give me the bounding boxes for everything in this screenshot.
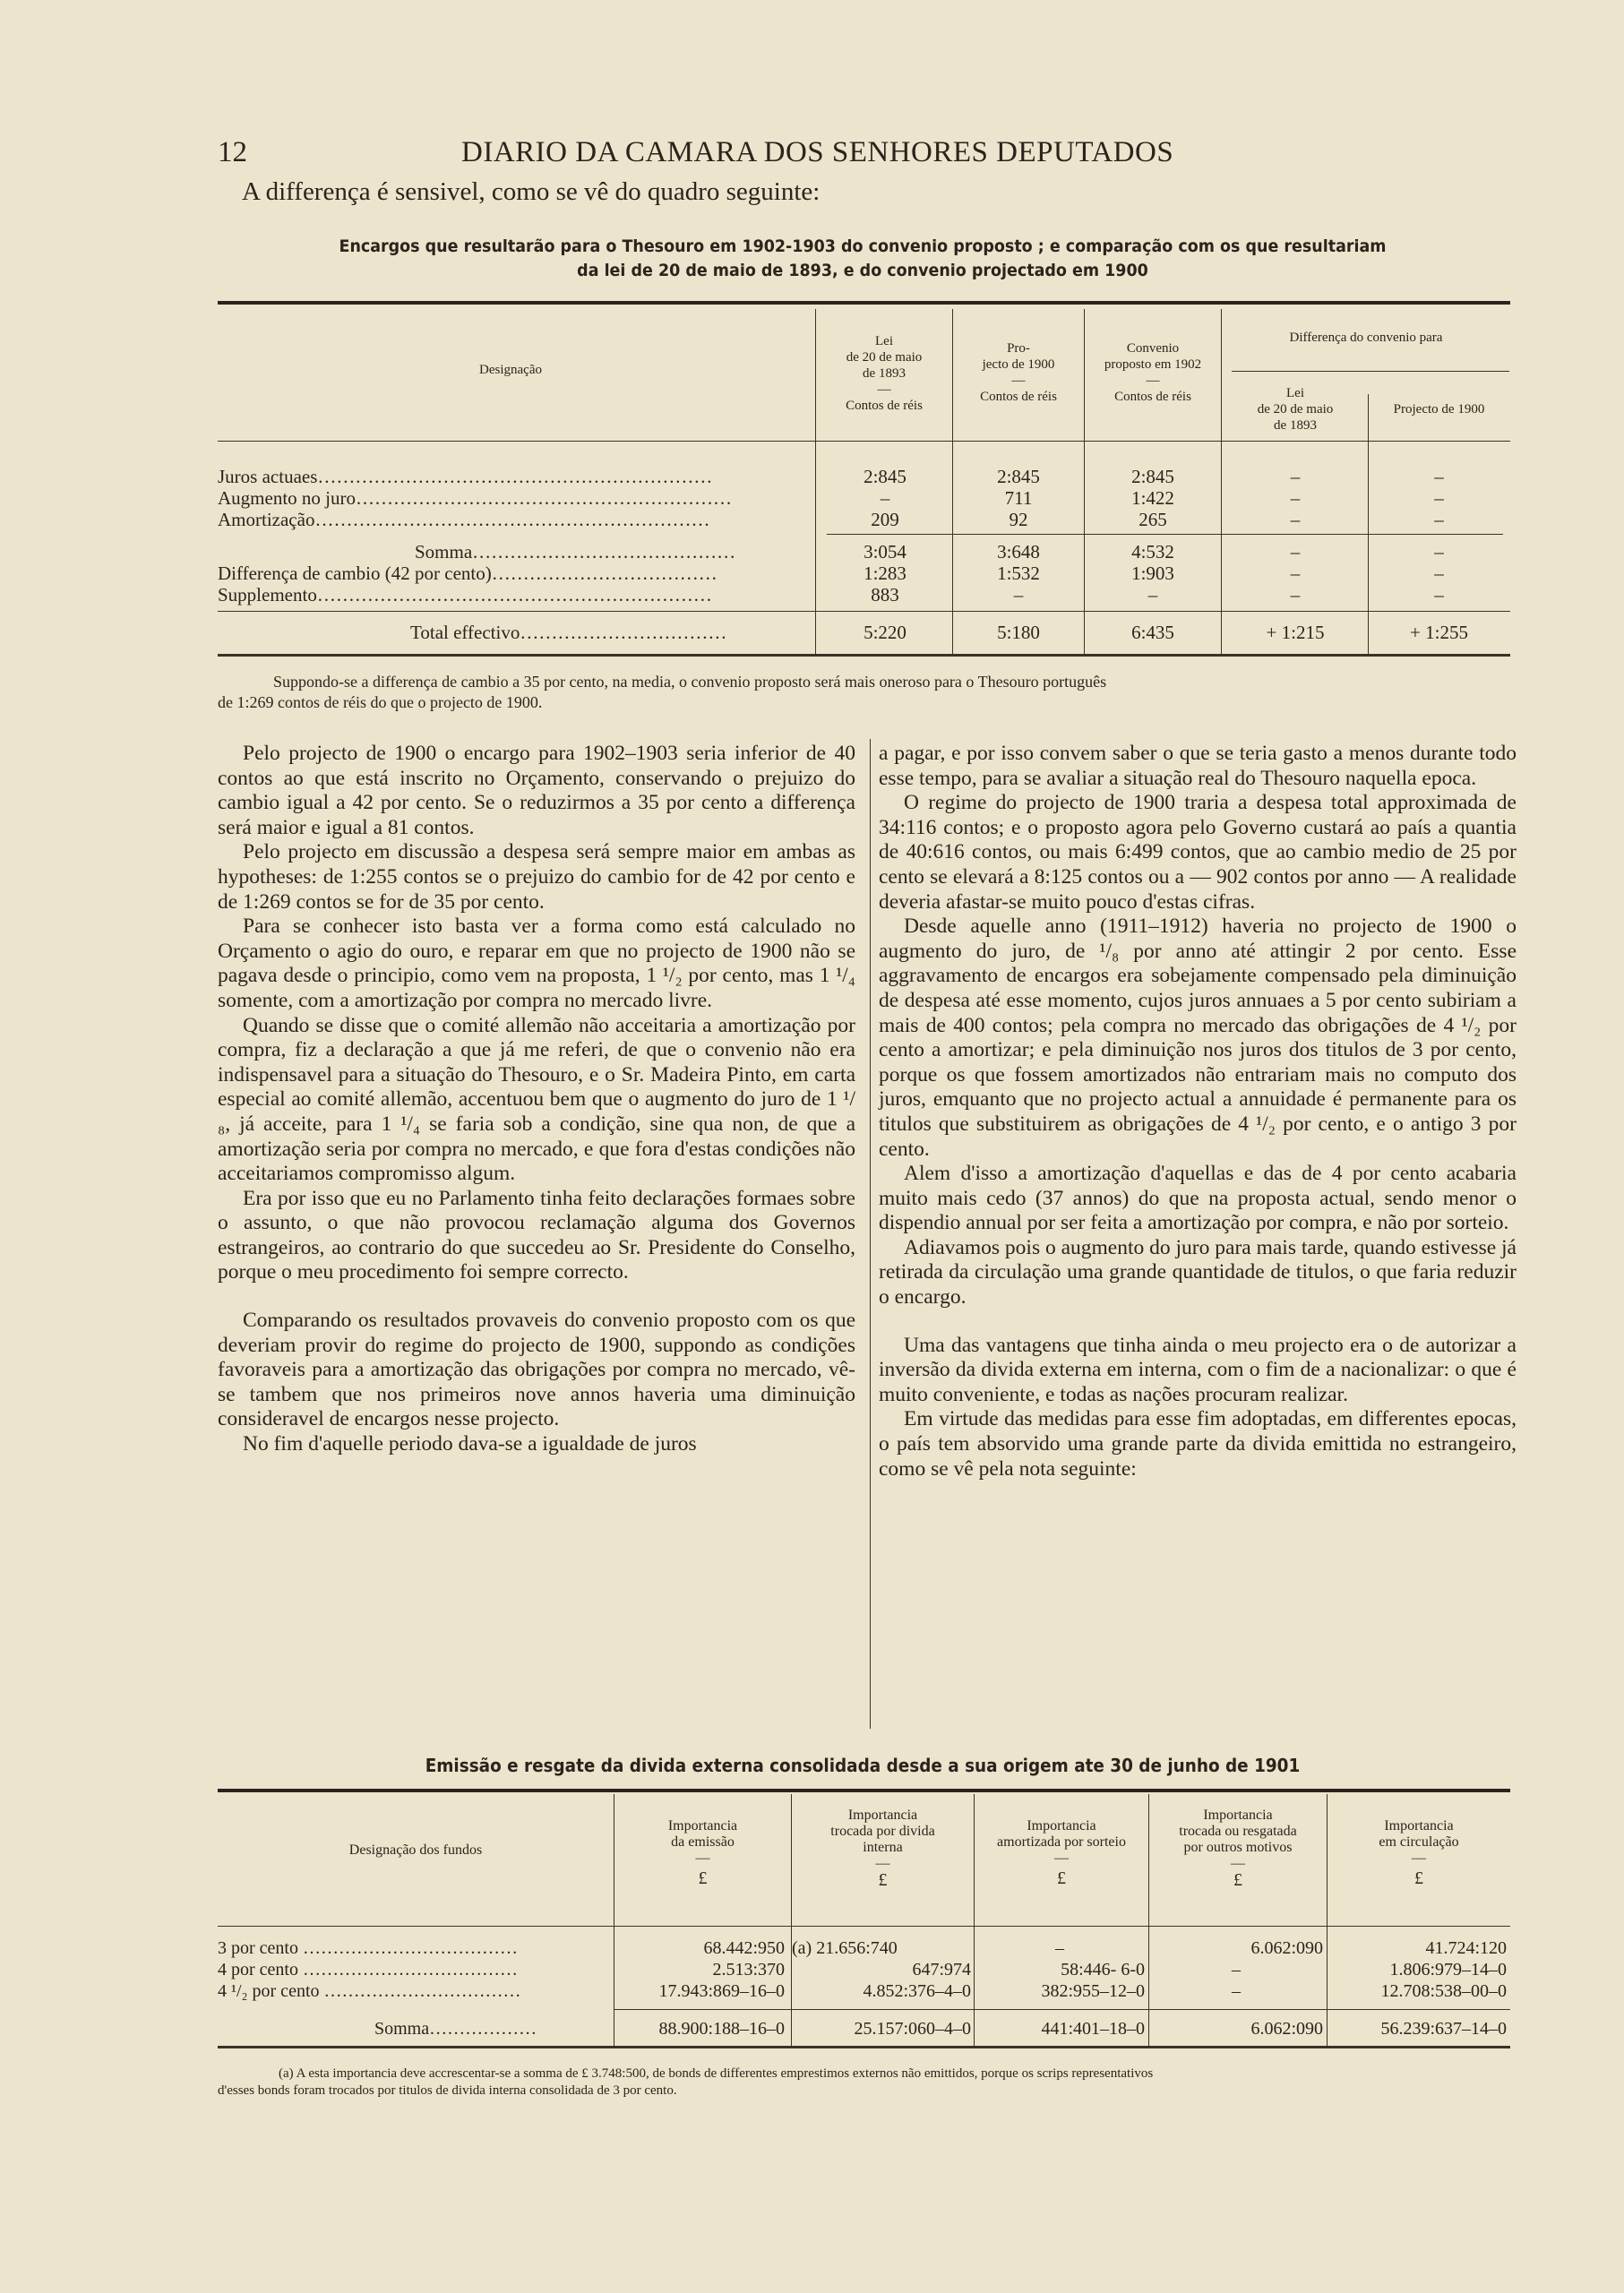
table-cell: 711 <box>1004 487 1033 509</box>
table-2-header-trocada: Importancia trocada por divida interna — £ <box>830 1808 935 1890</box>
table-cell: 1:283 <box>864 563 907 584</box>
table-cell: 58:446- 6-0 <box>1061 1960 1145 1980</box>
paragraph: Era por isso que eu no Parlamento tinha feito declarações formaes sobre o assunto, o que não provocou reclamação alguma dos Governos estrangeiros, ao contrario do que succedeu ao Sr. Presidente do Conselho, porque o meu procedimento foi sempre correcto. <box>218 1186 855 1284</box>
table-cell: 647:974 <box>912 1960 971 1980</box>
table-row-label: Juros actuaes……………………………………………………… <box>218 466 713 487</box>
page-number: 12 <box>218 136 247 168</box>
table-row-label: Supplemento……………………………………………………… <box>218 584 712 605</box>
table-cell: 5:220 <box>864 622 907 643</box>
table-cell: 2.513:370 <box>712 1960 785 1980</box>
table-cell: 6.062:090 <box>1250 2019 1323 2039</box>
table-cell: 265 <box>1139 509 1167 530</box>
table-cell: – <box>880 487 890 509</box>
table-cell: – <box>1232 1960 1241 1980</box>
table-row-label: Augmento no juro…………………………………………………… <box>218 487 732 509</box>
table-cell: 1:903 <box>1131 563 1174 584</box>
table-row-label: Somma…………………………………… <box>415 541 736 563</box>
table-cell: 883 <box>871 584 899 605</box>
table-cell: 6:435 <box>1131 622 1174 643</box>
table-cell: 1:532 <box>997 563 1040 584</box>
table-2-bottom-rule <box>218 2046 1510 2048</box>
table-cell: 68.442:950 <box>703 1938 785 1958</box>
table-row-label: Somma……………… <box>374 2019 537 2039</box>
table-cell: – <box>1290 563 1301 584</box>
table-cell: 92 <box>1009 509 1028 530</box>
table-row-label: 4 por cento ……………………………… <box>218 1960 518 1980</box>
table-cell: – <box>1434 487 1444 509</box>
table-cell: – <box>1290 509 1301 530</box>
table-cell: 1:422 <box>1131 487 1174 509</box>
right-column <box>870 742 1517 1481</box>
paragraph: Pelo projecto de 1900 o encargo para 1902–1903 seria inferior de 40 contos ao que está inscrito no Orçamento, conservando o prejuizo do cambio igual a 42 por cento. Se o reduzirmos a 35 por cento a differença será maior e igual a 81 contos. <box>218 742 855 839</box>
table-cell: 12.708:538–00–0 <box>1380 1981 1507 2001</box>
table-2-top-rule <box>218 1789 1510 1792</box>
table-2-header-sorteio: Importancia amortizada por sorteio — £ <box>997 1818 1126 1888</box>
table-2-body <box>218 1937 1510 2045</box>
table-cell: + 1:255 <box>1410 622 1468 643</box>
table-2-header-outros: Importancia trocada ou resgatada por outros motivos — £ <box>1179 1808 1297 1890</box>
table-cell: – <box>1147 584 1158 605</box>
table-1-top-rule <box>218 301 1510 305</box>
table-cell: – <box>1434 563 1444 584</box>
left-column <box>218 742 855 1457</box>
table-2-header-designacao: Designação dos fundos <box>348 1842 483 1858</box>
table-2-header-circulacao: Importancia em circulação — £ <box>1379 1818 1459 1888</box>
intro-sentence: A differença é sensivel, como se vê do quadro seguinte: <box>242 177 821 206</box>
table-row-label: 3 por cento ……………………………… <box>218 1938 518 1958</box>
paragraph: Adiavamos pois o augmento do juro para mais tarde, quando estivesse já retirada da circulação uma grande quantidade de titulos, o que faria reduzir o encargo. <box>879 1235 1517 1310</box>
table-row-label: Differença de cambio (42 por cento)……………………………… <box>218 563 717 584</box>
table-1-header-projecto: Pro- jecto de 1900 — Contos de réis <box>980 341 1057 404</box>
table-cell: – <box>1055 1938 1064 1958</box>
table-cell: 2:845 <box>997 466 1040 487</box>
table-cell: 3:648 <box>997 541 1040 563</box>
table-cell: – <box>1290 466 1301 487</box>
table-cell: (a) 21.656:740 <box>792 1938 898 1958</box>
paragraph: Uma das vantagens que tinha ainda o meu projecto era o de autorizar a inversão da divida externa em interna, com o fim de a nacionalizar: o que é muito conveniente, e todas as nações procuram realizar. <box>879 1333 1517 1406</box>
table-2-caption: Emissão e resgate da divida externa consolidada desde a sua origem ate 30 de junho de 1901 <box>425 1755 1301 1776</box>
table-cell: 2:845 <box>864 466 907 487</box>
table-1-body <box>218 466 1510 663</box>
table-cell: 4:532 <box>1131 541 1174 563</box>
table-2-header-rule <box>218 1926 1510 1927</box>
table-cell: 2:845 <box>1131 466 1174 487</box>
table-cell: 6.062:090 <box>1250 1938 1323 1958</box>
table-cell: – <box>1434 584 1444 605</box>
table-cell: 4.852:376–4–0 <box>863 1981 971 2001</box>
table-cell: – <box>1290 487 1301 509</box>
table-1-header-lei: Lei de 20 de maio de 1893 — Contos de réis <box>846 334 923 413</box>
paragraph: O regime do projecto de 1900 traria a despesa total approximada de 34:116 contos; e o proposto agora pelo Governo custará ao país a quantia de 40:616 contos, ou mais 6:499 contos, que ao cambio medio de 25 por cento se elevará a 8:125 contos ou a — 902 contos por anno — A realidade deveria afastar-se muito pouco d'estas cifras. <box>879 791 1517 914</box>
table-cell: – <box>1434 509 1444 530</box>
paragraph: Comparando os resultados provaveis do convenio proposto com os que deveriam provir do regime do projecto de 1900, suppondo as condições favoraveis para a amortização das obrigações por compra no mercado, vê-se tambem que nos primeiros nove annos haveria uma diminuição consideravel de encargos nesse projecto. <box>218 1309 855 1431</box>
table-2-footnote: (a) A esta importancia deve accrescentar-se a somma de £ 3.748:500, de bonds de differentes emprestimos externos não emittidos, porque os scrips representativos d'esses bonds foram trocados por titulos de divida interna consolidada de 3 por cento. <box>218 2066 1154 2098</box>
table-1-diff-rule <box>1232 371 1509 372</box>
table-cell: – <box>1232 1981 1241 2001</box>
table-cell: 17.943:869–16–0 <box>658 1981 785 2001</box>
page-title: DIARIO DA CAMARA DOS SENHORES DEPUTADOS <box>461 136 1174 168</box>
table-cell: 209 <box>871 509 899 530</box>
table-1-sum-rule <box>827 534 1503 535</box>
table-cell: + 1:215 <box>1266 622 1325 643</box>
table-cell: 5:180 <box>997 622 1040 643</box>
table-row-label: Total effectivo…………………………… <box>410 622 727 643</box>
table-cell: 56.239:637–14–0 <box>1380 2019 1507 2039</box>
table-1-total-rule <box>218 611 1510 612</box>
paragraph: Em virtude das medidas para esse fim adoptadas, em differentes epocas, o país tem absorvido uma grande parte da divida emittida no estrangeiro, como se vê pela nota seguinte: <box>879 1407 1517 1481</box>
table-cell: – <box>1290 584 1301 605</box>
table-cell: 3:054 <box>864 541 907 563</box>
table-row-label: Amortização……………………………………………………… <box>218 509 710 530</box>
table-1-caption-line-2: da lei de 20 de maio de 1893, e do convenio projectado em 1900 <box>577 261 1148 280</box>
table-cell: – <box>1013 584 1024 605</box>
table-cell: 25.157:060–4–0 <box>854 2019 971 2039</box>
table-cell: 382:955–12–0 <box>1041 1981 1145 2001</box>
paragraph: No fim d'aquelle periodo dava-se a igualdade de juros <box>243 1432 697 1456</box>
table-1-header-convenio: Convenio proposto em 1902 — Contos de réis <box>1104 341 1202 404</box>
table-cell: 441:401–18–0 <box>1041 2019 1145 2039</box>
paragraph: Para se conhecer isto basta ver a forma como está calculado no Orçamento o agio do ouro, e reparar em que no projecto de 1900 não se pagava desde o principio, como vem na proposta, 1 ¹/₂ por cento, mas 1 ¹/₄ somente, com a amortização por compra no mercado livre. <box>218 915 855 1012</box>
table-2-header-emissao: Importancia da emissão — £ <box>667 1818 738 1888</box>
paragraph: Quando se disse que o comité allemão não acceitaria a amortização por compra, fiz a declaração a que já me referi, de que o convenio não era indispensavel para a situação do Thesouro, e o Sr. Madeira Pinto, em carta especial ao comité allemão, accentuou bem que o augmento do juro de 1 ¹/₈, já acceite, para 1 ¹/₄ se faria sob a condição, sine qua non, de que a amortização seria por compra no mercado, e que fora d'estas condições não acceitariamos compromisso algum. <box>218 1013 855 1186</box>
table-1-header-rule <box>218 441 1510 442</box>
table-cell: – <box>1434 466 1444 487</box>
table-cell: – <box>1290 541 1301 563</box>
table-cell: 41.724:120 <box>1425 1938 1507 1958</box>
table-cell: 88.900:188–16–0 <box>658 2019 785 2039</box>
paragraph: a pagar, e por isso convem saber o que se teria gasto a menos durante todo esse tempo, para se avaliar a situação real do Thesouro naquella epoca. <box>879 742 1517 790</box>
table-1-header-diff-projecto: Projecto de 1900 <box>1393 402 1485 417</box>
table-1-header-designacao: Designação <box>479 363 542 377</box>
table-1-header-diff-lei: Lei de 20 de maio de 1893 <box>1257 386 1334 433</box>
table-row-label: 4 ¹/₂ por cento …………………………… <box>218 1981 521 2001</box>
table-cell: 1.806:979–14–0 <box>1389 1960 1507 1980</box>
table-2-sum-rule <box>614 2009 1510 2010</box>
paragraph: Desde aquelle anno (1911–1912) haveria no projecto de 1900 o augmento do juro, de ¹/₈ por anno até attingir 2 por cento. Esse aggravamento de encargos era sobejamente compensado pela diminuição de despesa até esse momento, cujos juros annuaes a 5 por cento subiriam a mais de 400 contos; pela compra no mercado das obrigações de 4 ¹/₂ por cento a amortizar; e pela diminuição nos juros dos titulos de 3 por cento, porque os que fossem amortizados não entrariam mais no computo dos juros, emquanto que no projecto actual a annuidade é permanente para os titulos que substituirem as obrigações de 4 ¹/₂ por cento, e o antigo 3 por cento. <box>879 915 1517 1161</box>
table-cell: – <box>1434 541 1444 563</box>
paragraph: Alem d'isso a amortização d'aquellas e das de 4 por cento acabaria muito mais cedo (37 annos) do que na proposta actual, sendo menor o dispendio annual por ser feita a amortização por compra, e não por sorteio. <box>879 1162 1517 1235</box>
table-1-note: Suppondo-se a differença de cambio a 35 por cento, na media, o convenio proposto será mais oneroso para o Thesouro português de 1:269 contos de réis do que o projecto de 1900. <box>218 673 1107 711</box>
paragraph: Pelo projecto em discussão a despesa será sempre maior em ambas as hypotheses: de 1:255 contos se o prejuizo do cambio for de 42 por cento e de 1:269 contos se for de 35 por cento. <box>218 840 855 914</box>
table-1-header-differenca: Differença do convenio para <box>1289 331 1443 345</box>
table-1-caption-line-1: Encargos que resultarão para o Thesouro em 1902-1903 do convenio proposto ; e comparação com os que resultariam <box>339 236 1387 256</box>
